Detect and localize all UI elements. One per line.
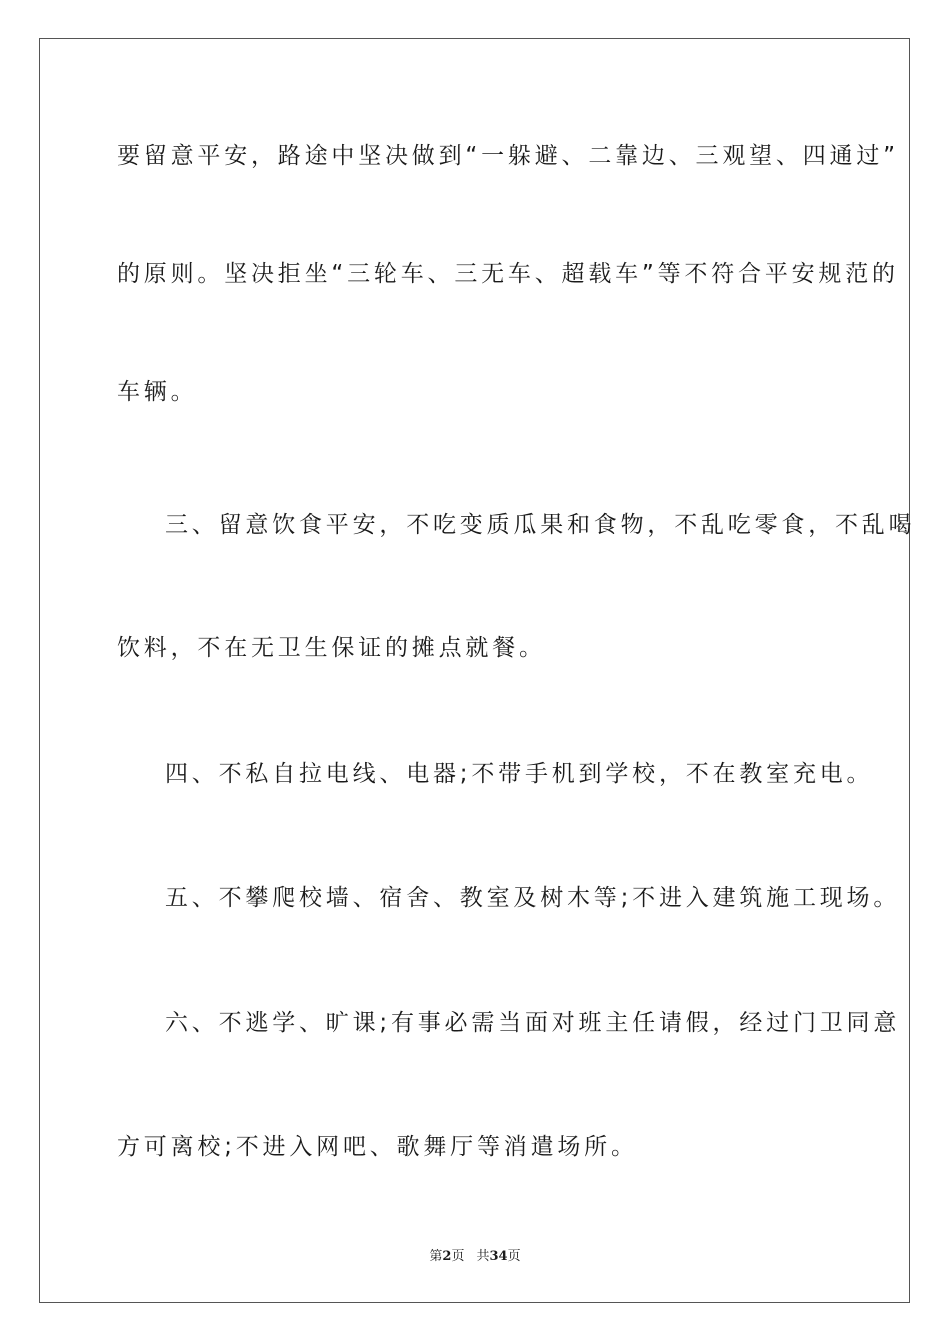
paragraph-line-1: 要留意平安，路途中坚决做到“一躲避、二靠边、三观望、四通过”	[117, 143, 899, 169]
footer-page-number: 2	[442, 1249, 452, 1264]
paragraph-line-6: 四、不私自拉电线、电器;不带手机到学校，不在教室充电。	[165, 761, 874, 787]
paragraph-line-4: 三、留意饮食平安，不吃变质瓜果和食物，不乱吃零食，不乱喝	[165, 512, 916, 538]
footer-total-suffix: 页	[507, 1249, 521, 1264]
paragraph-line-3: 车辆。	[117, 379, 198, 405]
footer-page-prefix: 第	[429, 1249, 443, 1264]
paragraph-line-7: 五、不攀爬校墙、宿舍、教室及树木等;不进入建筑施工现场。	[165, 885, 901, 911]
footer-total-prefix: 共	[476, 1249, 490, 1264]
paragraph-line-5: 饮料，不在无卫生保证的摊点就餐。	[117, 635, 546, 661]
paragraph-line-2: 的原则。坚决拒坐“三轮车、三无车、超载车”等不符合平安规范的	[117, 261, 899, 287]
paragraph-line-9: 方可离校;不进入网吧、歌舞厅等消遣场所。	[117, 1134, 638, 1160]
paragraph-line-8: 六、不逃学、旷课;有事必需当面对班主任请假，经过门卫同意	[165, 1010, 901, 1036]
page-footer	[0, 1248, 950, 1266]
page-border	[39, 38, 916, 1303]
footer-page-suffix: 页	[451, 1249, 465, 1264]
footer-total-pages: 34	[489, 1249, 508, 1264]
